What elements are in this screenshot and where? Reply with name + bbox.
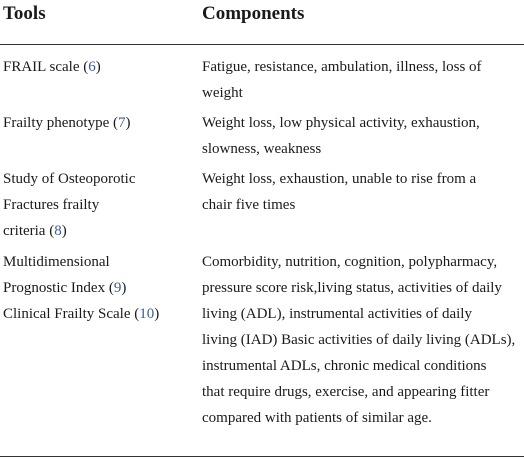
header-components: Components [202,3,305,24]
header-tools: Tools [3,3,46,24]
reference-link[interactable]: 6 [88,59,96,75]
reference-link[interactable]: 8 [54,223,62,239]
components-cell: Comorbidity, nutrition, cognition, polypharmacy, pressure score risk,living status, activities of daily living (ADL), instrumental activities of daily living (IAD) Basic activities of daily living (ADLs), instrumental ADLs, chronic medical conditions that require drugs, exercise, and appearing fitter compared with patients of similar age. [202,254,516,426]
table-header [0,0,524,45]
reference-link[interactable]: 9 [113,280,122,296]
tool-cell: FRAIL scale (6) [3,59,101,75]
reference-link[interactable]: 10 [139,306,155,322]
reference-link[interactable]: 7 [117,115,126,131]
components-cell: Weight loss, exhaustion, unable to rise from a chair five times [202,171,477,213]
tool-cell: Study of Osteoporotic Fractures frailty criteria (8) [3,171,136,239]
tool-cell: Multidimensional Prognostic Index (9) Clinical Frailty Scale (10) [3,254,160,322]
components-cell: Weight loss, low physical activity, exhaustion, slowness, weakness [202,115,480,157]
components-cell: Fatigue, resistance, ambulation, illness, loss of weight [202,59,482,101]
tool-cell: Frailty phenotype (7) [3,115,131,131]
table-bottom-rule [0,456,524,457]
